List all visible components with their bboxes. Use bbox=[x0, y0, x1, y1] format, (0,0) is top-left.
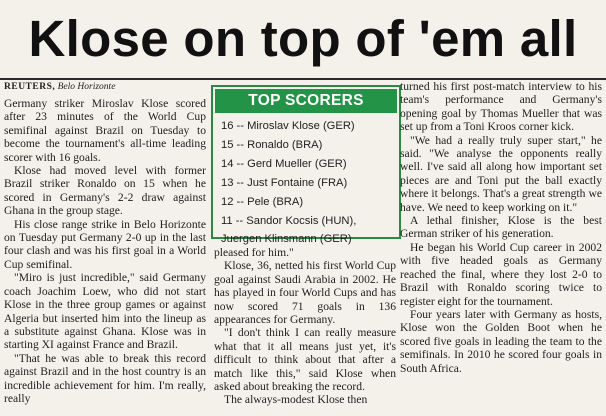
paragraph: turned his first post-match interview to his team's performance and Germany's opening goal by Thomas Mueller that was set up from a Toni Kroos corner kick. bbox=[400, 80, 602, 134]
headline: Klose on top of 'em all bbox=[28, 10, 578, 67]
paragraph: Four years later with Germany as hosts, Klose won the Golden Boot when he scored five goals in leading the team to the semifinals. In 2010 he scored four goals in South Africa. bbox=[400, 307, 602, 375]
paragraph: "That he was able to break this record against Brazil and in the host country is an incredible achievement for him. I'm really, really bbox=[4, 351, 206, 405]
paragraph: Klose had moved level with former Brazil striker Ronaldo on 15 when he scored in Germany's 2-2 draw against Ghana in the group stage. bbox=[4, 164, 206, 218]
scorer-item: 12 -- Pele (BRA) bbox=[221, 196, 304, 208]
paragraph: He began his World Cup career in 2002 with five headed goals as Germany reached the final, where they lost 2-0 to Brazil with Ronaldo scoring twice to register eight for the tournament. bbox=[400, 240, 602, 308]
byline-agency: REUTERS, bbox=[4, 82, 56, 92]
paragraph: Klose, 36, netted his first World Cup goal against Saudi Arabia in 2002. He has played in four World Cups and has now scored 71 goals in 136 appearances for Germany. bbox=[214, 259, 396, 327]
paragraph: pleased for him." bbox=[214, 246, 294, 259]
article-column-2 bbox=[214, 246, 396, 416]
top-scorers-title: TOP SCORERS bbox=[215, 89, 397, 113]
byline-place: Belo Horizonte bbox=[57, 82, 116, 92]
top-scorers-list bbox=[213, 117, 399, 248]
paragraph: The always-modest Klose then bbox=[224, 393, 368, 407]
scorer-item: 13 -- Just Fontaine (FRA) bbox=[221, 177, 348, 189]
paragraph: His close range strike in Belo Horizonte on Tuesday put Germany 2-0 up in the last four clash and was his first goal in a World Cup semifinal. bbox=[4, 217, 206, 271]
top-scorers-box bbox=[211, 85, 401, 245]
byline bbox=[4, 80, 206, 95]
article-column-1 bbox=[4, 80, 206, 416]
scorer-item: 11 -- Sandor Kocsis (HUN), Juergen Klinsmann (GER) bbox=[221, 215, 357, 245]
paragraph: A lethal finisher, Klose is the best German striker of his generation. bbox=[400, 214, 602, 241]
scorer-item: 16 -- Miroslav Klose (GER) bbox=[221, 120, 355, 132]
scorer-item: 15 -- Ronaldo (BRA) bbox=[221, 139, 323, 151]
paragraph: "Miro is just incredible," said Germany coach Joachim Loew, who did not start Klose in the three group games or against Algeria but inserted him into the lineup as a substitute against Ghana. Klose was in starting XI against France and Brazil. bbox=[4, 271, 206, 352]
paragraph: "I don't think I can really measure what that it all means just yet, it's difficult to think about that after a match like this," said Klose when asked about breaking the record. bbox=[214, 326, 396, 394]
paragraph: "We had a really truly super start," he said. "We analyse the opponents really well. I've said all along how important set pieces are and Toni put the ball exactly where it belongs. That's a great strength we have. We need to keep working on it." bbox=[400, 133, 602, 214]
scorer-item: 14 -- Gerd Mueller (GER) bbox=[221, 158, 347, 170]
article-column-3 bbox=[400, 80, 602, 416]
paragraph: Germany striker Miroslav Klose scored after 23 minutes of the World Cup semifinal against Brazil on Tuesday to become the tournament's all-time leading scorer with 16 goals. bbox=[4, 97, 206, 164]
